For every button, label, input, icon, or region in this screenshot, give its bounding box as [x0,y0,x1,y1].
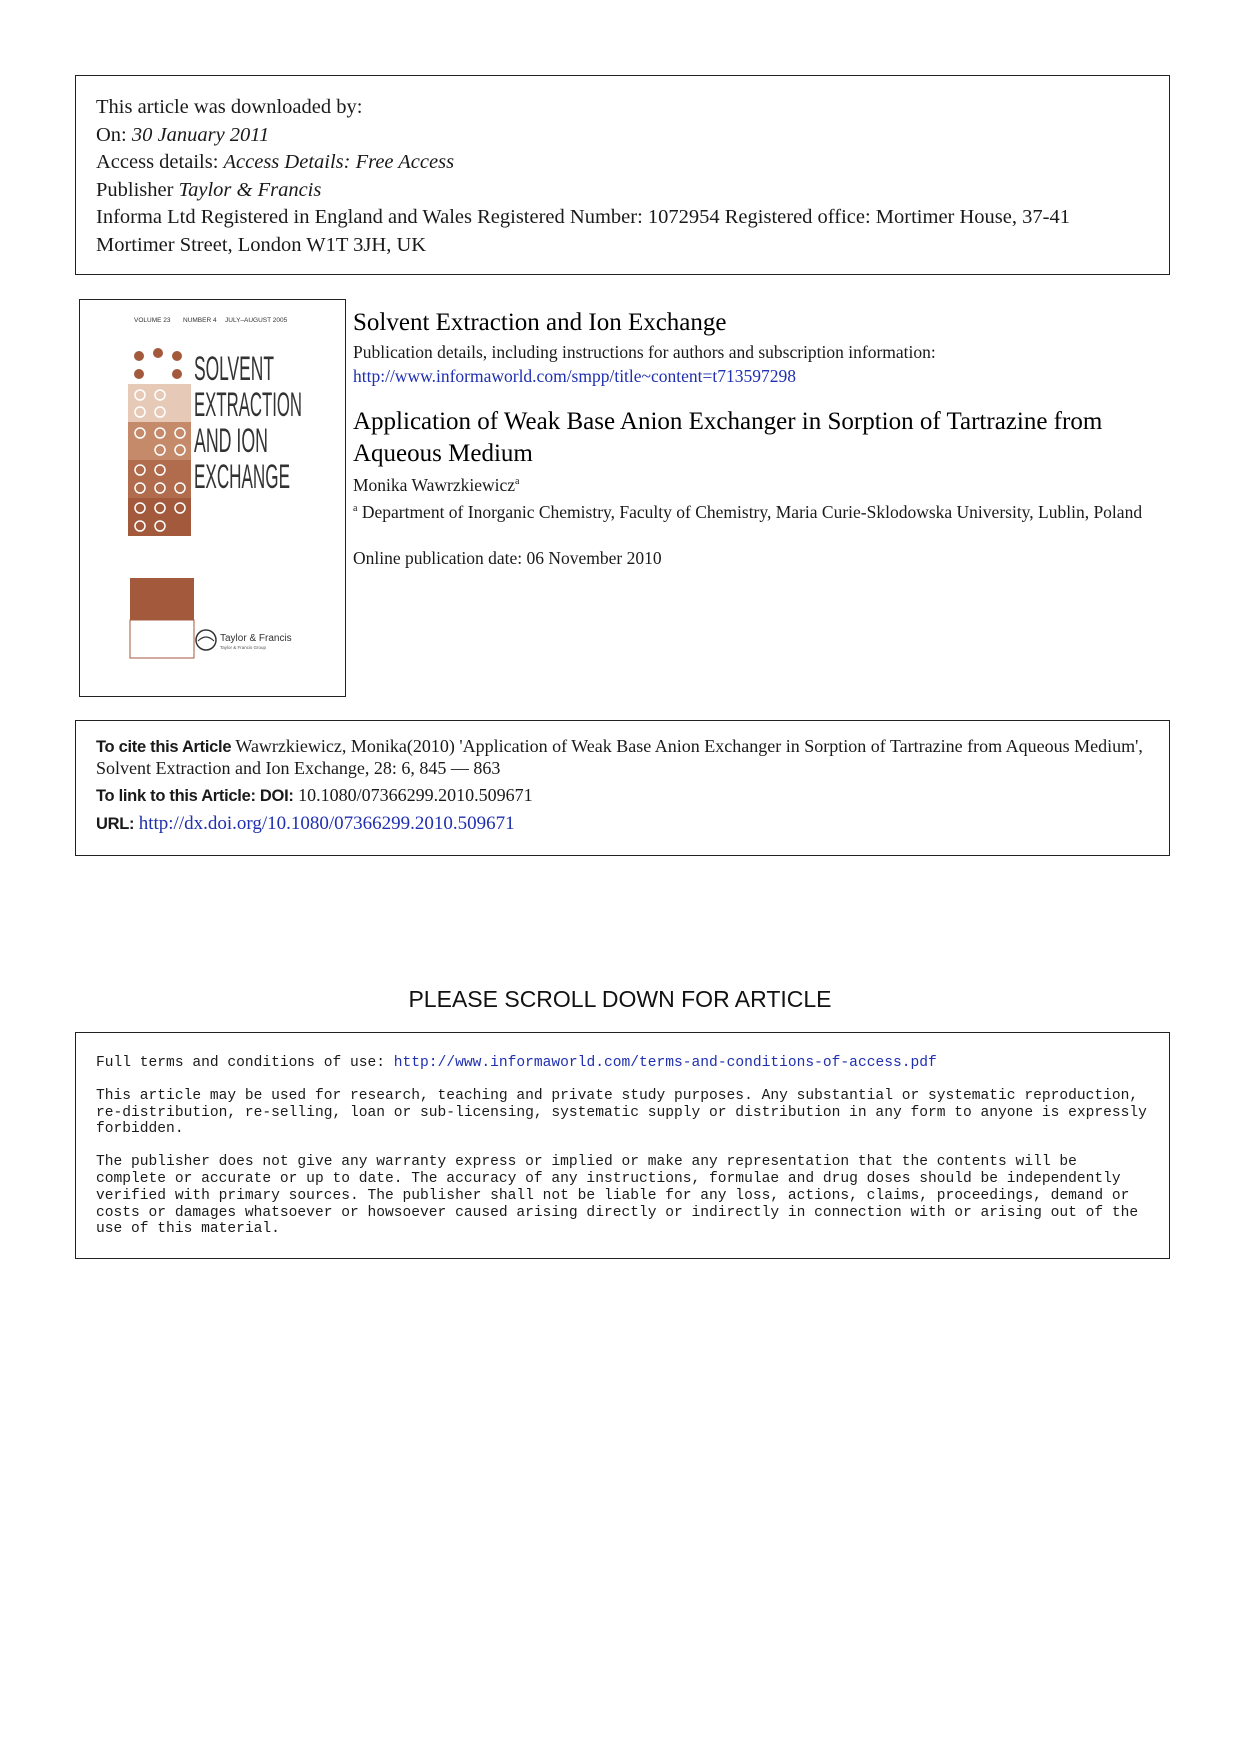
publication-details: Publication details, including instructions for authors and subscription information: [353,342,936,362]
on-value: 30 January 2011 [131,123,270,146]
affiliation-text: Department of Inorganic Chemistry, Faculty of Chemistry, Maria Curie-Sklodowska University, Lublin, Poland [361,501,1143,522]
cover-title-3: AND ION [194,422,268,460]
cite-label: To cite this Article [96,738,232,756]
citation-box [75,720,1170,856]
downloaded-by: This article was downloaded by: [96,96,363,118]
author-sup: a [515,476,520,487]
cover-title-1: SOLVENT [194,350,274,388]
access-details [96,149,1149,177]
terms-full-label: Full terms and conditions of use: [96,1055,386,1071]
terms-url-link[interactable]: http://www.informaworld.com/terms-and-conditions-of-access.pdf [393,1055,937,1071]
terms-full [96,1055,1149,1072]
affiliation-sup: a [353,502,358,514]
cover-publisher-sub: Taylor & Francis Group [220,645,267,650]
journal-cover [79,299,346,697]
publisher-info [96,177,1149,205]
cover-number: NUMBER 4 [183,317,217,324]
doi-url-link[interactable]: http://dx.doi.org/10.1080/07366299.2010.509671 [138,813,515,834]
on-label: On: [96,123,127,146]
publisher-label: Publisher [96,178,174,201]
terms-paragraph-1: This article may be used for research, teaching and private study purposes. Any substantial or systematic reproduction, re-distribution, re-selling, loan or sub-licensing, systematic supply or distribution in any form to anyone is expressly forbidden. [96,1087,1147,1138]
terms-box [75,1032,1170,1259]
cover-date: JULY–AUGUST 2005 [225,317,288,324]
article-title: Application of Weak Base Anion Exchanger in Sorption of Tartrazine from Aqueous Medium [353,408,1103,467]
cover-block-white [130,620,194,658]
journal-cover-image [80,300,344,695]
journal-title: Solvent Extraction and Ion Exchange [353,309,727,336]
cover-publisher: Taylor & Francis [220,633,292,644]
doi-value: 10.1080/07366299.2010.509671 [298,785,533,805]
url-label: URL: [96,815,135,833]
registered-office: Informa Ltd Registered in England and Wales Registered Number: 1072954 Registered office: Mortimer House, 37-41 Mortimer Street, London W1T 3JH, UK [96,206,1070,256]
cover-volume: VOLUME 23 [134,317,171,324]
publisher-value: Taylor & Francis [178,178,322,201]
cover-title-2: EXTRACTION [194,386,302,424]
journal-url-link[interactable]: http://www.informaworld.com/smpp/title~content=t713597298 [353,366,797,386]
url-line [96,813,1149,835]
download-info-box [75,75,1170,275]
cite-text: Wawrzkiewicz, Monika(2010) 'Application of Weak Base Anion Exchanger in Sorption of Tartrazine from Aqueous Medium', Solvent Extraction and Ion Exchange, 28: 6, 845 — 863 [96,736,1143,778]
cite-article [96,736,1149,779]
affiliation [353,497,1173,524]
author-name: Monika Wawrzkiewicz [353,474,516,495]
cover-block-brown [130,578,194,620]
download-date [96,122,1149,150]
terms-paragraph-2: The publisher does not give any warranty express or implied or make any representation that the contents will be complete or accurate or up to date. The accuracy of any instructions, formulae and drug doses should be independently verified with primary sources. The publisher shall not be liable for any loss, actions, claims, proceedings, demand or costs or damages whatsoever or howsoever caused arising directly or indirectly in connection with or arising out of the use of this material. [96,1154,1139,1238]
access-value: Access Details: Free Access [223,151,455,173]
access-label: Access details: [96,151,219,173]
cover-title-4: EXCHANGE [194,458,290,496]
publication-date: Online publication date: 06 November 2010 [353,547,662,568]
doi-label: To link to this Article: DOI: [96,787,294,805]
doi-line [96,785,1149,807]
scroll-notice: PLEASE SCROLL DOWN FOR ARTICLE [408,986,832,1012]
journal-info [353,306,1173,570]
author [353,470,1173,497]
